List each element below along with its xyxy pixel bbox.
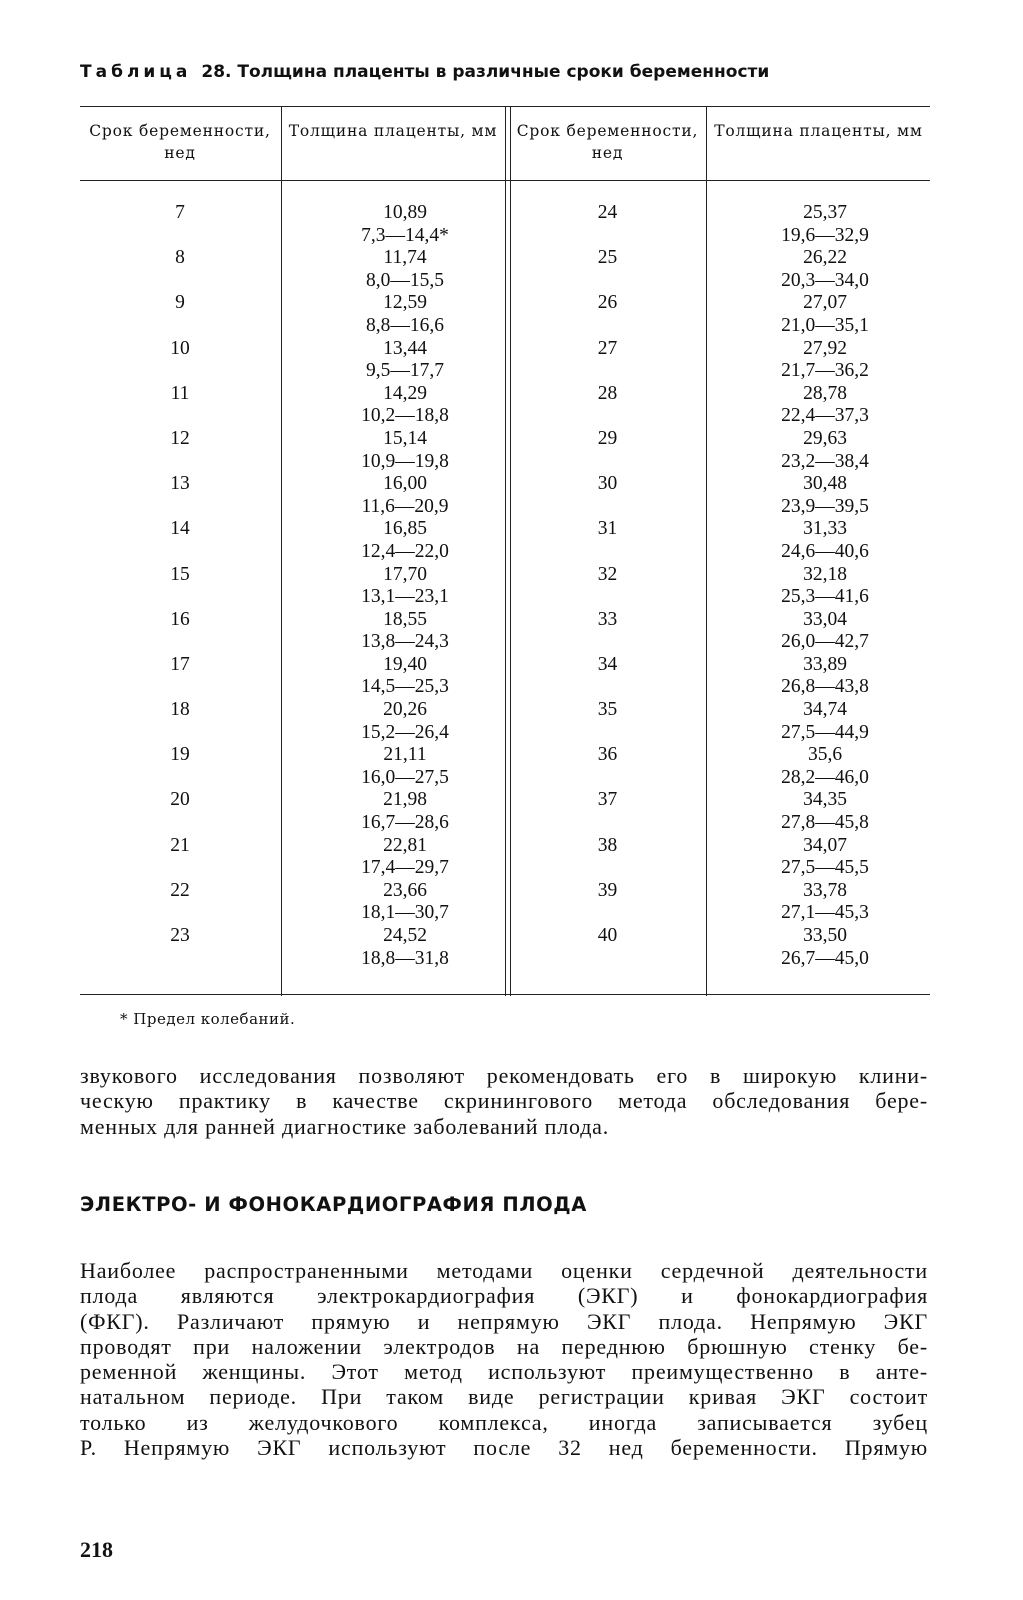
thickness-range: 9,5—17,7 — [366, 360, 444, 382]
thickness-cell — [760, 338, 890, 383]
thickness-cell — [340, 292, 470, 337]
thickness-cell — [340, 925, 470, 970]
section-heading: ЭЛЕКТРО- И ФОНОКАРДИОГРАФИЯ ПЛОДА — [80, 1193, 587, 1216]
table-row — [80, 202, 930, 247]
table-row — [80, 564, 930, 609]
thickness-mean: 27,92 — [803, 337, 847, 359]
thickness-mean: 15,14 — [383, 427, 427, 449]
thickness-range: 12,4—22,0 — [361, 540, 449, 562]
thickness-range: 10,9—19,8 — [361, 450, 449, 472]
thickness-range: 27,5—45,5 — [781, 857, 869, 879]
thickness-cell — [760, 835, 890, 880]
header-week-right: Срок беременности, нед — [516, 122, 699, 162]
thickness-range: 13,1—23,1 — [361, 586, 449, 608]
thickness-range: 26,8—43,8 — [781, 676, 869, 698]
week-cell: 31 — [597, 518, 618, 540]
thickness-mean: 26,22 — [803, 247, 847, 269]
header-thickness-left: Толщина плаценты, мм — [288, 122, 498, 140]
week-cell: 20 — [170, 789, 190, 811]
thickness-cell — [760, 925, 890, 970]
thickness-range: 26,7—45,0 — [781, 947, 869, 969]
thickness-range: 25,3—41,6 — [781, 586, 869, 608]
thickness-range: 11,6—20,9 — [361, 495, 449, 517]
thickness-range: 14,5—25,3 — [361, 676, 449, 698]
thickness-cell — [340, 564, 470, 609]
week-cell: 24 — [597, 202, 618, 223]
thickness-mean: 24,52 — [383, 925, 427, 946]
week-cell: 10 — [170, 337, 190, 359]
week-cell: 7 — [175, 202, 185, 223]
thickness-range: 26,0—42,7 — [781, 631, 869, 653]
thickness-cell — [760, 699, 890, 744]
thickness-range: 8,0—15,5 — [366, 269, 444, 291]
week-cell: 25 — [597, 247, 618, 269]
week-cell: 39 — [597, 879, 618, 901]
table-caption-title: 28. Толщина плаценты в различные сроки беременности — [201, 62, 770, 82]
thickness-cell — [760, 789, 890, 834]
thickness-cell — [340, 609, 470, 654]
thickness-mean: 25,37 — [803, 202, 847, 223]
thickness-range: 16,0—27,5 — [361, 766, 449, 788]
thickness-cell — [340, 699, 470, 744]
table-row — [80, 835, 930, 880]
text-line: (ФКГ). Различают прямую и непрямую ЭКГ плода. Непрямую ЭКГ — [80, 1308, 928, 1334]
thickness-mean: 30,48 — [803, 473, 847, 495]
thickness-range: 27,5—44,9 — [781, 721, 869, 743]
thickness-cell — [340, 338, 470, 383]
text-line: P. Непрямую ЭКГ используют после 32 нед беременности. Прямую — [80, 1435, 928, 1461]
thickness-mean: 34,07 — [803, 834, 847, 856]
thickness-cell — [340, 428, 470, 473]
table-footnote: * Предел колебаний. — [120, 1010, 296, 1028]
table-row — [80, 609, 930, 654]
thickness-range: 10,2—18,8 — [361, 405, 449, 427]
thickness-mean: 12,59 — [383, 292, 427, 314]
header-week-left: Срок беременности, нед — [89, 122, 271, 162]
thickness-range: 16,7—28,6 — [361, 812, 449, 834]
table-row — [80, 789, 930, 834]
text-line: плода являются электрокардиография (ЭКГ) и фонокардиография — [80, 1283, 928, 1309]
thickness-range: 8,8—16,6 — [366, 314, 444, 336]
thickness-cell — [760, 880, 890, 925]
table-row — [80, 654, 930, 699]
thickness-cell — [340, 518, 470, 563]
page-number: 218 — [80, 1537, 113, 1562]
thickness-range: 7,3—14,4* — [361, 224, 449, 246]
thickness-mean: 32,18 — [803, 563, 847, 585]
thickness-mean: 33,50 — [803, 925, 847, 946]
week-cell: 36 — [597, 744, 618, 766]
thickness-mean: 34,35 — [803, 789, 847, 811]
thickness-range: 21,0—35,1 — [781, 314, 869, 336]
table-row — [80, 925, 930, 970]
text-line: ческую практику в качестве скринингового метода обследования бере- — [80, 1088, 928, 1114]
table-caption-label: Таблица — [80, 62, 192, 82]
table-caption — [80, 62, 769, 82]
week-cell: 13 — [170, 473, 190, 495]
thickness-cell — [760, 292, 890, 337]
week-cell: 14 — [170, 518, 190, 540]
thickness-mean: 19,40 — [383, 653, 427, 675]
thickness-range: 17,4—29,7 — [361, 857, 449, 879]
thickness-mean: 29,63 — [803, 427, 847, 449]
thickness-cell — [760, 654, 890, 699]
thickness-mean: 33,78 — [803, 879, 847, 901]
week-cell: 26 — [597, 292, 618, 314]
thickness-range: 23,2—38,4 — [781, 450, 869, 472]
thickness-mean: 35,6 — [807, 744, 843, 766]
thickness-mean: 17,70 — [383, 563, 427, 585]
week-cell: 33 — [597, 608, 618, 630]
table-row — [80, 247, 930, 292]
text-line: проводят при наложении электродов на переднюю брюшную стенку бе- — [80, 1333, 928, 1359]
thickness-mean: 23,66 — [383, 879, 427, 901]
thickness-cell — [760, 473, 890, 518]
week-cell: 40 — [597, 925, 618, 946]
thickness-cell — [760, 744, 890, 789]
table-row — [80, 699, 930, 744]
week-cell: 9 — [175, 292, 185, 314]
text-line: натальном периоде. При таком виде регистрации кривая ЭКГ состоит — [80, 1384, 928, 1410]
week-cell: 22 — [170, 879, 190, 901]
thickness-cell — [340, 202, 470, 247]
thickness-mean: 27,07 — [803, 292, 847, 314]
thickness-range: 15,2—26,4 — [361, 721, 449, 743]
thickness-cell — [760, 247, 890, 292]
text-line: ременной женщины. Этот метод используют преимущественно в анте- — [80, 1359, 928, 1385]
table-row — [80, 383, 930, 428]
week-cell: 34 — [597, 653, 618, 675]
thickness-cell — [340, 247, 470, 292]
table-row — [80, 292, 930, 337]
thickness-cell — [340, 880, 470, 925]
thickness-range: 22,4—37,3 — [781, 405, 869, 427]
paragraph-continuation — [80, 1063, 928, 1139]
thickness-cell — [340, 789, 470, 834]
thickness-range: 24,6—40,6 — [781, 540, 869, 562]
week-cell: 32 — [597, 563, 618, 585]
thickness-range: 27,8—45,8 — [781, 812, 869, 834]
thickness-range: 18,1—30,7 — [361, 902, 449, 924]
table-body — [80, 202, 930, 970]
thickness-cell — [760, 518, 890, 563]
week-cell: 30 — [597, 473, 618, 495]
text-line: звукового исследования позволяют рекомендовать его в широкую клини- — [80, 1063, 928, 1088]
week-cell: 28 — [597, 382, 618, 404]
thickness-range: 28,2—46,0 — [781, 766, 869, 788]
table-row — [80, 473, 930, 518]
thickness-range: 20,3—34,0 — [781, 269, 869, 291]
week-cell: 11 — [170, 382, 190, 404]
thickness-mean: 33,04 — [803, 608, 847, 630]
text-line: только из желудочкового комплекса, иногда записывается зубец — [80, 1409, 928, 1435]
week-cell: 21 — [170, 834, 190, 856]
thickness-cell — [760, 428, 890, 473]
thickness-cell — [340, 383, 470, 428]
text-line: Наиболее распространенными методами оценки сердечной деятельности — [80, 1258, 928, 1283]
thickness-mean: 16,00 — [383, 473, 427, 495]
thickness-mean: 14,29 — [383, 382, 427, 404]
thickness-range: 13,8—24,3 — [361, 631, 449, 653]
thickness-mean: 33,89 — [803, 653, 847, 675]
week-cell: 19 — [170, 744, 190, 766]
week-cell: 17 — [170, 653, 190, 675]
thickness-mean: 20,26 — [383, 699, 427, 721]
thickness-cell — [760, 564, 890, 609]
week-cell: 38 — [597, 834, 618, 856]
thickness-cell — [340, 835, 470, 880]
week-cell: 15 — [170, 563, 190, 585]
placenta-thickness-table — [80, 106, 930, 996]
week-cell: 35 — [597, 699, 618, 721]
thickness-mean: 11,74 — [383, 247, 427, 269]
week-cell: 29 — [597, 427, 618, 449]
thickness-range: 23,9—39,5 — [781, 495, 869, 517]
thickness-mean: 31,33 — [803, 518, 847, 540]
thickness-range: 21,7—36,2 — [781, 360, 869, 382]
thickness-cell — [340, 744, 470, 789]
thickness-cell — [760, 202, 890, 247]
paragraph-fetal-ecg — [80, 1258, 928, 1460]
thickness-mean: 21,98 — [383, 789, 427, 811]
thickness-mean: 22,81 — [383, 834, 427, 856]
thickness-mean: 18,55 — [383, 608, 427, 630]
week-cell: 8 — [175, 247, 185, 269]
thickness-mean: 21,11 — [383, 744, 427, 766]
thickness-cell — [340, 654, 470, 699]
table-row — [80, 744, 930, 789]
table-row — [80, 428, 930, 473]
header-thickness-right: Толщина плаценты, мм — [714, 122, 923, 140]
thickness-range: 18,8—31,8 — [361, 947, 449, 969]
thickness-cell — [760, 383, 890, 428]
thickness-mean: 28,78 — [803, 382, 847, 404]
thickness-range: 27,1—45,3 — [781, 902, 869, 924]
week-cell: 16 — [170, 608, 190, 630]
text-line: менных для ранней диагностике заболеваний плода. — [80, 1113, 610, 1139]
table-row — [80, 880, 930, 925]
thickness-mean: 13,44 — [383, 337, 427, 359]
thickness-mean: 34,74 — [803, 699, 847, 721]
thickness-cell — [340, 473, 470, 518]
week-cell: 27 — [597, 337, 618, 359]
week-cell: 23 — [170, 925, 190, 946]
table-row — [80, 338, 930, 383]
thickness-cell — [760, 609, 890, 654]
week-cell: 37 — [597, 789, 618, 811]
table-row — [80, 518, 930, 563]
thickness-mean: 10,89 — [383, 202, 427, 223]
week-cell: 18 — [170, 699, 190, 721]
thickness-range: 19,6—32,9 — [781, 224, 869, 246]
thickness-mean: 16,85 — [383, 518, 427, 540]
week-cell: 12 — [170, 427, 190, 449]
